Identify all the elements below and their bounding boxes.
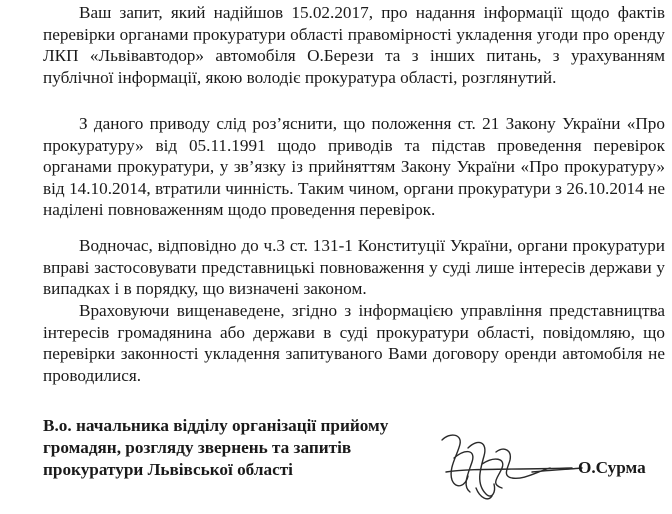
paragraph-request-response: Ваш запит, який надійшов 15.02.2017, про надання інформації щодо фактів перевірки органами прокуратури області правомірності укладення угоди про оренду ЛКП «Львівавтодор» автомобіля О.Берези та з інших питань, з урахуванням публічної інформації, якою володіє прокуратура області, розглянутий. [43,3,665,87]
signatory-title-line: громадян, розгляду звернень та запитів [43,437,352,457]
paragraph-constitution-reference: Водночас, відповідно до ч.3 ст. 131-1 Конституції України, органи прокуратури вправі застосовувати представницькі повноваження у суді лише інтересів держави у випадках і в порядку, що визначені законом. [43,236,665,299]
paragraph-legal-explanation: З даного приводу слід роз’яснити, що положення ст. 21 Закону України «Про прокуратуру» від 05.11.1991 щодо приводів та підстав проведення перевірок органами прокуратури, у зв’язку із прийняттям Закону України «Про прокуратуру» від 14.10.2014, втратили чинність. Таким чином, органи прокуратури з 26.10.2014 не наділені повноваженням щодо проведення перевірок. [43,114,665,220]
signatory-title-line: прокуратури Львівської області [43,459,293,479]
signatory-title-line: В.о. начальника відділу організації прийому [43,416,389,435]
signatory-title [43,415,423,480]
signatory-name: О.Сурма [578,458,646,477]
paragraph-conclusion: Враховуючи вищенаведене, згідно з інформацією управління представництва інтересів громадянина або держави в суді прокуратури області, повідомляю, що перевірки законності укладення запитуваного Вами договору оренди автомобіля не проводилися. [43,301,665,385]
